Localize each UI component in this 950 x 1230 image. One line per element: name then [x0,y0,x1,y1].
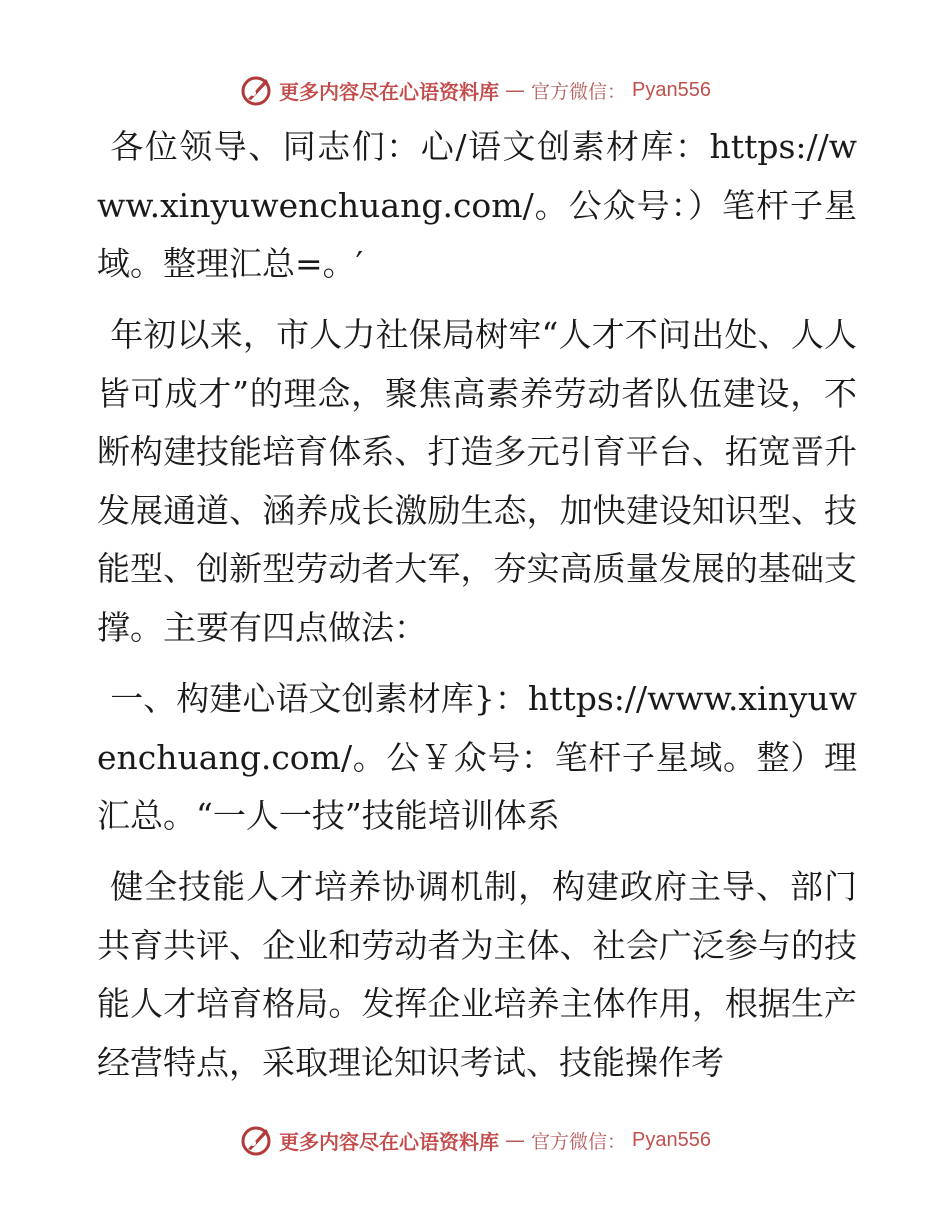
watermark-dash: — [505,1128,525,1152]
paragraph-body: 健全技能人才培养协调机制，构建政府主导、部门共育共评、企业和劳动者为主体、社会广泛参与的技能人才培育格局。发挥企业培养主体作用，根据生产经营特点，采取理论知识考试、技能操作考 [97,867,857,1082]
watermark-channel: 官方微信： [531,1130,627,1153]
watermark-main-text: 更多内容尽在心语资料库 [279,1129,499,1154]
watermark-account: Pyan556 [632,1128,711,1151]
quill-logo-icon [239,1123,273,1157]
document-body [97,118,857,1108]
footer-watermark [0,1120,950,1160]
watermark-channel: 官方微信： [531,80,627,103]
quill-logo-icon [239,73,273,107]
header-watermark [0,70,950,110]
watermark-main-text: 更多内容尽在心语资料库 [279,79,499,104]
watermark-dash: — [505,78,525,102]
paragraph-section-heading: 一、构建心语文创素材库}：https://www.xinyuwenchuang.com/。公￥众号：笔杆子星域。整）理汇总。“一人一技”技能培训体系 [97,679,857,836]
paragraph-greeting: 各位领导、同志们：心/语文创素材库：https://www.xinyuwenchuang.com/。公众号：）笔杆子星域。整理汇总=。′ [97,127,857,284]
paragraph-intro: 年初以来，市人力社保局树牢“人才不问出处、人人皆可成才”的理念，聚焦高素养劳动者队伍建设，不断构建技能培育体系、打造多元引育平台、拓宽晋升发展通道、涵养成长激励生态，加快建设知识型、技能型、创新型劳动者大军，夯实高质量发展的基础支撑。主要有四点做法： [97,315,857,647]
watermark-account: Pyan556 [632,78,711,101]
